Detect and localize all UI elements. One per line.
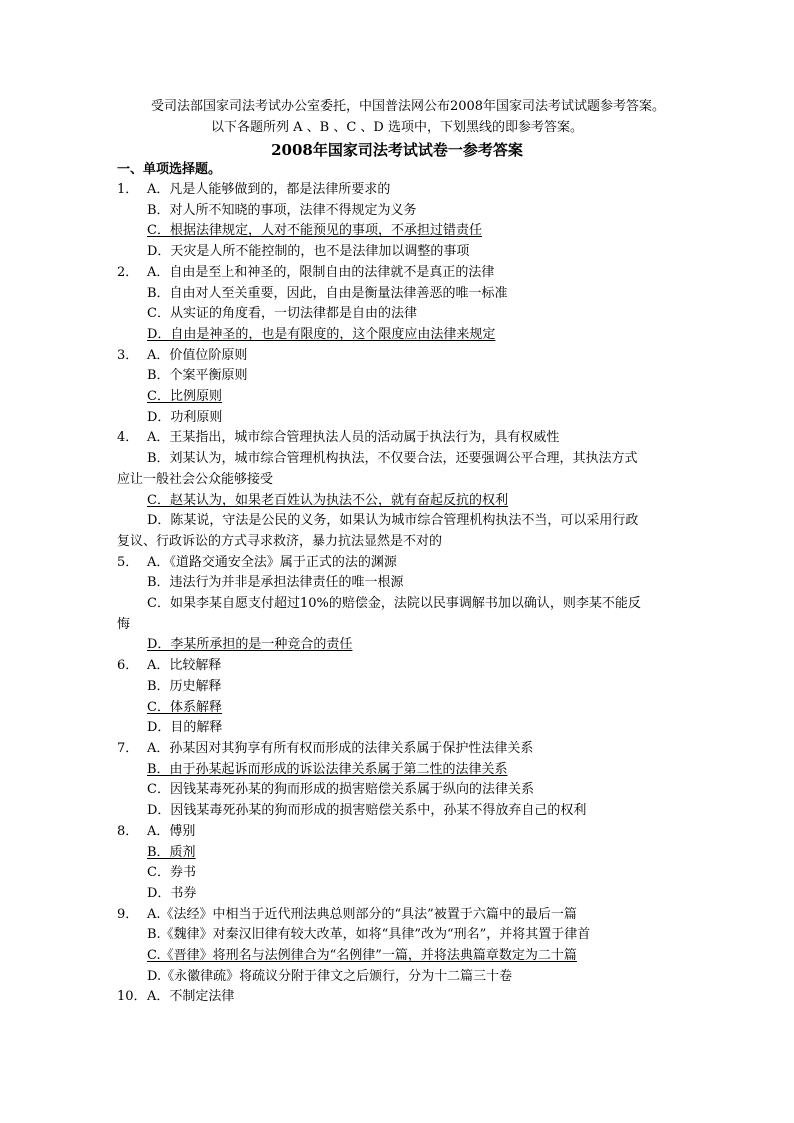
- option-text: A．王某指出，城市综合管理执法人员的活动属于执法行为，具有权威性: [147, 430, 560, 446]
- question-7: [117, 739, 677, 822]
- option-line: [117, 408, 677, 429]
- answer-option: C．比例原则: [147, 389, 222, 405]
- question-number: 2．: [117, 264, 139, 280]
- option-line: [117, 242, 677, 263]
- option-line: [117, 263, 677, 284]
- option-line: [117, 780, 677, 801]
- option-line: [117, 987, 677, 1008]
- option-line: [117, 304, 677, 325]
- option-text: C．券书: [147, 865, 196, 881]
- question-1: [117, 180, 677, 263]
- option-line: [117, 905, 677, 926]
- option-line: [117, 180, 677, 201]
- option-line: [117, 573, 677, 594]
- option-text: A．不制定法律: [147, 989, 235, 1005]
- question-number: 10．: [117, 989, 147, 1005]
- option-text: A．傅别: [147, 823, 196, 839]
- option-text: A.《法经》中相当于近代刑法典总则部分的“具法”被置于六篇中的最后一篇: [147, 906, 577, 922]
- option-text: A．凡是人能够做到的，都是法律所要求的: [147, 182, 391, 197]
- document-title: 2008年国家司法考试试卷一参考答案: [271, 141, 523, 159]
- answer-option: C．赵某认为，如果老百姓认为执法不公，就有奋起反抗的权利: [147, 492, 508, 508]
- option-line: [117, 863, 677, 884]
- option-continuation: 应让一般社会公众能够接受: [117, 471, 274, 487]
- option-line: [117, 677, 677, 698]
- option-text: A．比较解释: [147, 658, 222, 674]
- option-text: D．书券: [147, 885, 197, 901]
- option-line: [117, 428, 677, 449]
- option-line: [117, 594, 677, 615]
- question-2: [117, 263, 677, 346]
- question-9: [117, 905, 677, 988]
- option-text: A．孙某因对其狗享有所有权而形成的法律关系属于保护性法律关系: [147, 740, 534, 756]
- section-heading: 一、单项选择题。: [117, 162, 222, 177]
- option-text: D．天灾是人所不能控制的，也不是法律加以调整的事项: [147, 244, 470, 260]
- option-text: A．价值位阶原则: [147, 347, 248, 363]
- question-number: 8．: [117, 823, 139, 839]
- option-text: D．目的解释: [147, 720, 223, 736]
- question-3: [117, 346, 677, 429]
- option-line: [117, 325, 677, 346]
- option-text: A．《道路交通安全法》属于正式的法的渊源: [147, 554, 397, 570]
- option-text: B.《魏律》对秦汉旧律有较大改革，如将“具律”改为“刑名”，并将其置于律首: [147, 927, 591, 943]
- question-number: 3．: [117, 347, 139, 363]
- answer-option: C．根据法律规定，人对不能预见的事项，不承担过错责任: [147, 223, 482, 239]
- option-line: [117, 221, 677, 242]
- question-number: 9．: [117, 906, 139, 922]
- option-text: C．因钱某毒死孙某的狗而形成的损害赔偿关系属于纵向的法律关系: [147, 782, 534, 798]
- option-text: A．自由是至上和神圣的，限制自由的法律就不是真正的法律: [147, 264, 495, 280]
- option-text: D.《永徽律疏》将疏议分附于律文之后颁行，分为十二篇三十卷: [147, 968, 513, 984]
- option-text: D．功利原则: [147, 409, 223, 425]
- option-line: [117, 366, 677, 387]
- option-line: [117, 346, 677, 367]
- answer-option: D．自由是神圣的，也是有限度的，这个限度应由法律来规定: [147, 326, 496, 342]
- option-line: [117, 449, 677, 470]
- option-text: B．个案平衡原则: [147, 368, 248, 384]
- option-line: [117, 760, 677, 781]
- answer-option: C．体系解释: [147, 699, 222, 715]
- option-line: [117, 698, 677, 719]
- answer-option: D．李某所承担的是一种竞合的责任: [147, 637, 353, 653]
- option-text: B．自由对人至关重要，因此，自由是衡量法律善恶的唯一标准: [147, 285, 508, 301]
- question-10: [117, 987, 677, 1008]
- answer-option: C.《晋律》将刑名与法例律合为“名例律”一篇，并将法典篇章数定为二十篇: [147, 948, 577, 964]
- option-line: [117, 925, 677, 946]
- intro-line-2: 以下各题所列 A 、B 、C 、D 选项中，下划黑线的即参考答案。: [211, 120, 583, 135]
- question-8: [117, 822, 677, 905]
- option-line: [117, 967, 677, 988]
- question-number: 7．: [117, 740, 139, 756]
- option-text: B．违法行为并非是承担法律责任的唯一根源: [147, 575, 404, 591]
- option-text: C．如果李某自愿支付超过10%的赔偿金，法院以民事调解书加以确认，则李某不能反: [147, 596, 641, 612]
- option-line: [117, 946, 677, 967]
- option-line: [117, 884, 677, 905]
- option-text: D．陈某说，守法是公民的义务，如果认为城市综合管理机构执法不当，可以采用行政: [147, 513, 639, 529]
- option-line: [117, 491, 677, 512]
- option-text: B．历史解释: [147, 678, 222, 694]
- option-line: [117, 635, 677, 656]
- option-line: [117, 387, 677, 408]
- question-5: [117, 553, 677, 657]
- option-line: [117, 822, 677, 843]
- option-line: [117, 739, 677, 760]
- question-4: [117, 428, 677, 552]
- option-line: [117, 511, 677, 532]
- option-continuation: 复议、行政诉讼的方式寻求救济，暴力抗法显然是不对的: [117, 533, 443, 549]
- question-number: 6．: [117, 658, 139, 674]
- option-line: [117, 801, 677, 822]
- question-list: [117, 180, 677, 1008]
- option-text: B．刘某认为，城市综合管理机构执法，不仅要合法，还要强调公平合理，其执法方式: [147, 451, 638, 467]
- answer-option: B．质剂: [147, 844, 196, 860]
- question-number: 5．: [117, 554, 139, 570]
- answer-option: B．由于孙某起诉而形成的诉讼法律关系属于第二性的法律关系: [147, 761, 508, 777]
- option-text: C．从实证的角度看，一切法律都是自由的法律: [147, 306, 417, 322]
- option-line: [117, 656, 677, 677]
- option-line: [117, 284, 677, 305]
- question-6: [117, 656, 677, 739]
- option-line: [117, 718, 677, 739]
- option-continuation: 悔: [117, 616, 131, 632]
- intro-line-1: 受司法部国家司法考试办公室委托，中国普法网公布2008年国家司法考试试题参考答案。: [150, 99, 666, 114]
- option-line: [117, 553, 677, 574]
- question-number: 1．: [117, 182, 139, 197]
- question-number: 4．: [117, 430, 139, 446]
- option-line: [117, 843, 677, 864]
- option-line: [117, 201, 677, 222]
- option-text: B．对人所不知晓的事项，法律不得规定为义务: [147, 202, 417, 218]
- option-text: D．因钱某毒死孙某的狗而形成的损害赔偿关系中，孙某不得放弃自己的权利: [147, 803, 587, 819]
